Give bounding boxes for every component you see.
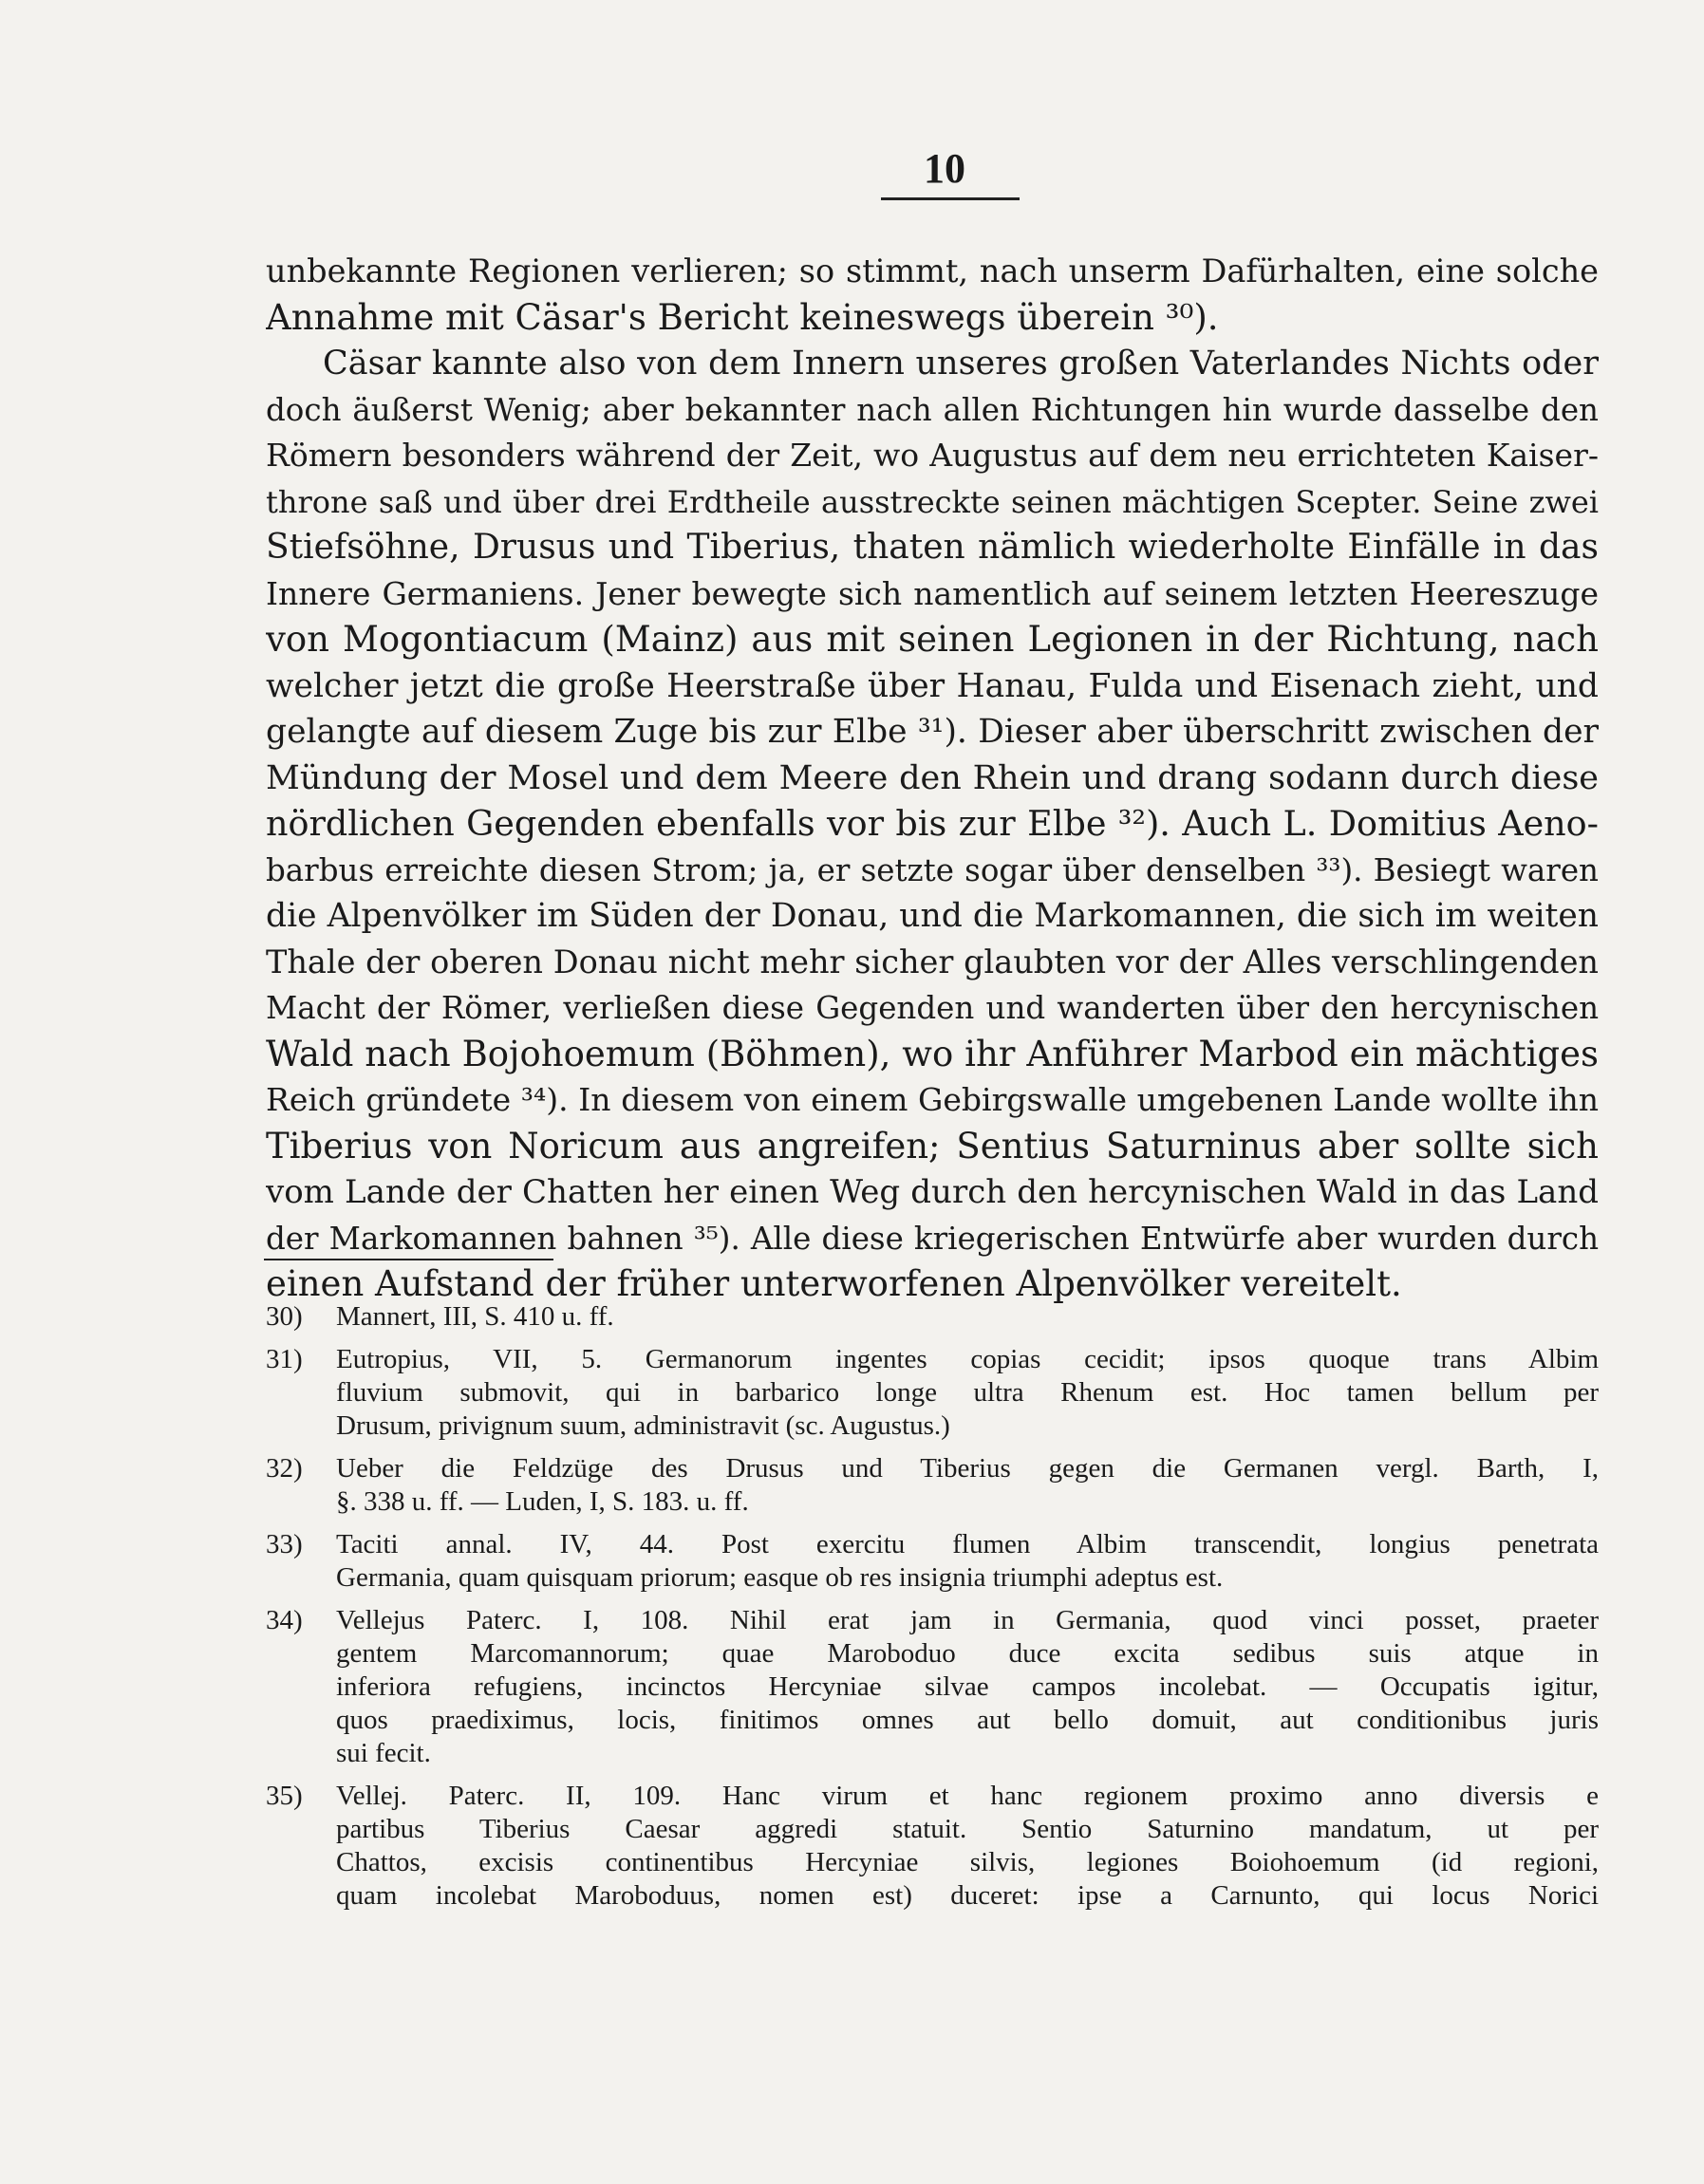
footnote-line: Germania, quam quisquam priorum; easque ob res insignia triumphi adeptus est. [336,1562,1224,1593]
footnote-line: partibus Tiberius Caesar aggredi statuit. Sentio Saturnino mandatum, ut per [336,1814,1599,1844]
footnote-line: Chattos, excisis continentibus Hercyniae silvis, legiones Boiohoemum (id regioni, [336,1847,1599,1877]
footnote-line: Eutropius, VII, 5. Germanorum ingentes copias cecidit; ipsos quoque trans Albim [336,1344,1599,1374]
body-line: Thale der oberen Donau nicht mehr sicher glaubten vor der Alles verschlingenden [266,943,1599,980]
footnote-34 [266,1604,1599,1770]
body-line: die Alpenvölker im Süden der Donau, und die Markomannen, die sich im weiten [266,897,1599,935]
footnote-line: Vellej. Paterc. II, 109. Hanc virum et hanc regionem proximo anno diversis e [336,1781,1599,1811]
body-line: einen Aufstand der früher unterworfenen Alpenvölker vereitelt. [266,1263,1402,1304]
page-number-rule [881,197,1020,200]
body-line: der Markomannen bahnen ³⁵). Alle diese kriegerischen Entwürfe aber wurden durch [266,1220,1599,1257]
body-line: Stiefsöhne, Drusus und Tiberius, thaten nämlich wiederholte Einfälle in das [266,528,1599,567]
body-line: doch äußerst Wenig; aber bekannter nach allen Richtungen hin wurde dasselbe den [266,391,1599,428]
footnote-number: 35) [266,1781,303,1811]
body-line: gelangte auf diesem Zuge bis zur Elbe ³¹). Dieser aber überschritt zwischen der [266,713,1599,751]
footnote-line: Taciti annal. IV, 44. Post exercitu flumen Albim transcendit, longius penetrata [336,1529,1599,1559]
footnote-line: sui fecit. [336,1738,431,1768]
body-line: Mündung der Mosel und dem Meere den Rhein und drang sodann durch diese [266,758,1599,797]
body-line: barbus erreichte diesen Strom; ja, er setzte sogar über denselben ³³). Besiegt waren [266,851,1599,888]
footnote-line: fluvium submovit, qui in barbarico longe ultra Rhenum est. Hoc tamen bellum per [336,1377,1599,1408]
footnote-number: 31) [266,1344,303,1374]
body-line: Wald nach Bojohoemum (Böhmen), wo ihr Anführer Marbod ein mächtiges [266,1033,1599,1074]
body-line: welcher jetzt die große Heerstraße über Hanau, Fulda und Eisenach zieht, und [266,666,1599,705]
footnote-line: quos praediximus, locis, finitimos omnes aut bello domuit, aut conditionibus juris [336,1705,1599,1735]
body-line: Römern besonders während der Zeit, wo Augustus auf dem neu errichteten Kaiser- [266,437,1599,474]
footnote-number: 34) [266,1605,303,1635]
footnote-31 [266,1343,1599,1443]
footnote-line: quam incolebat Maroboduus, nomen est) duceret: ipse a Carnunto, qui locus Norici [336,1880,1599,1911]
footnote-number: 30) [266,1301,303,1332]
footnote-number: 32) [266,1453,303,1484]
body-line: nördlichen Gegenden ebenfalls vor bis zur Elbe ³²). Auch L. Domitius Aeno- [266,803,1599,844]
body-line: von Mogontiacum (Mainz) aus mit seinen Legionen in der Richtung, nach [266,619,1599,660]
footnote-30 [266,1300,1599,1334]
footnote-35 [266,1780,1599,1913]
footnote-number: 33) [266,1529,303,1559]
footnote-line: §. 338 u. ff. — Luden, I, S. 183. u. ff. [336,1486,749,1517]
body-text [266,249,1599,1308]
body-line: throne saß und über drei Erdtheile ausstreckte seinen mächtigen Scepter. Seine zwei [266,483,1599,520]
footnote-line: Drusum, privignum suum, administravit (sc. Augustus.) [336,1410,950,1441]
footnote-33 [266,1528,1599,1595]
body-line: vom Lande der Chatten her einen Weg durch den hercynischen Wald in das Land [266,1173,1599,1211]
footnote-line: Ueber die Feldzüge des Drusus und Tiberius gegen die Germanen vergl. Barth, I, [336,1453,1599,1484]
footnote-line: Mannert, III, S. 410 u. ff. [336,1301,614,1332]
body-line: Tiberius von Noricum aus angreifen; Sentius Saturninus aber sollte sich [266,1125,1599,1167]
body-line: Innere Germaniens. Jener bewegte sich namentlich auf seinem letzten Heereszuge [266,574,1599,612]
body-line: Macht der Römer, verließen diese Gegenden und wanderten über den hercynischen [266,990,1599,1026]
page-number: 10 [924,145,965,192]
footnote-32 [266,1452,1599,1519]
footnotes [266,1300,1599,1922]
footnote-line: inferiora refugiens, incinctos Hercyniae silvae campos incolebat. — Occupatis igitur, [336,1671,1599,1702]
footnote-line: gentem Marcomannorum; quae Maroboduo duce excita sedibus suis atque in [336,1638,1599,1669]
body-line: unbekannte Regionen verlieren; so stimmt, nach unserm Dafürhalten, eine solche [266,252,1599,289]
body-line: Annahme mit Cäsar's Bericht keineswegs überein ³⁰). [266,296,1219,338]
footnote-separator [264,1259,553,1260]
body-line: Reich gründete ³⁴). In diesem von einem Gebirgswalle umgebenen Lande wollte ihn [266,1081,1599,1118]
footnote-line: Vellejus Paterc. I, 108. Nihil erat jam in Germania, quod vinci posset, praeter [336,1605,1599,1635]
body-line: Cäsar kannte also von dem Innern unseres großen Vaterlandes Nichts oder [323,345,1599,383]
